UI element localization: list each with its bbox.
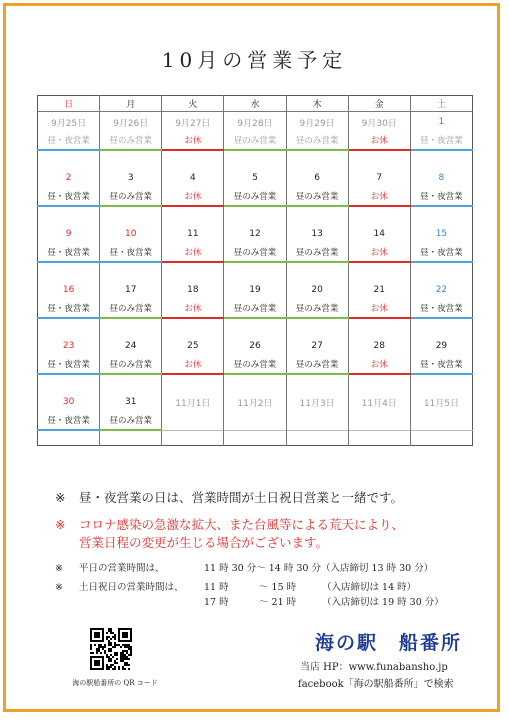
weekday-header-row	[38, 96, 473, 112]
spacer-cell	[224, 374, 286, 392]
spacer-row	[38, 262, 473, 280]
date-cell: 8	[410, 168, 472, 186]
spacer-cell	[100, 262, 162, 280]
date-cell: 11月5日	[410, 392, 472, 410]
status-cell: 昼・夜営業	[38, 298, 100, 318]
status-cell: お休	[348, 130, 410, 150]
spacer-cell	[162, 262, 224, 280]
status-row	[38, 242, 473, 262]
status-cell: 昼・夜営業	[410, 130, 472, 150]
status-cell: 昼のみ営業	[100, 186, 162, 206]
date-cell: 5	[224, 168, 286, 186]
status-row	[38, 354, 473, 374]
spacer-cell	[162, 318, 224, 336]
qr-code-icon[interactable]	[90, 628, 132, 670]
date-cell: 19	[224, 280, 286, 298]
status-cell	[286, 410, 348, 430]
date-cell: 9月28日	[224, 112, 286, 131]
homepage-link[interactable]: 当店 HP：www.funabansho.jp	[300, 662, 448, 673]
status-cell: 昼のみ営業	[224, 186, 286, 206]
holiday-close-2: ～ 21 時	[259, 597, 297, 608]
date-cell: 24	[100, 336, 162, 354]
date-cell: 11月4日	[348, 392, 410, 410]
status-cell: お休	[162, 242, 224, 262]
spacer-cell	[38, 262, 100, 280]
date-cell: 17	[100, 280, 162, 298]
status-cell: 昼のみ営業	[286, 242, 348, 262]
status-row	[38, 410, 473, 430]
date-row	[38, 224, 473, 242]
date-cell: 9月25日	[50, 118, 87, 129]
spacer-cell	[348, 150, 410, 168]
shop-logo: 海の駅 船番所	[315, 632, 463, 654]
status-cell	[348, 410, 410, 430]
spacer-cell	[100, 206, 162, 224]
weekday-label: 平日の営業時間は、	[79, 563, 165, 574]
date-cell: 11	[162, 224, 224, 242]
spacer-cell	[38, 430, 100, 446]
date-row	[38, 112, 473, 131]
status-cell: 昼のみ営業	[224, 298, 286, 318]
spacer-cell	[286, 150, 348, 168]
date-cell: 21	[348, 280, 410, 298]
date-cell: 23	[62, 341, 75, 351]
date-cell: 12	[224, 224, 286, 242]
note-text-line1: コロナ感染の急激な拡大、また台風等による荒天により、	[79, 517, 405, 532]
date-row	[38, 280, 473, 298]
status-cell: 昼のみ営業	[100, 298, 162, 318]
spacer-cell	[224, 206, 286, 224]
spacer-cell	[224, 318, 286, 336]
holiday-open-1: 11 時	[204, 582, 229, 593]
spacer-cell	[410, 206, 472, 224]
date-cell: 9月26日	[100, 112, 162, 131]
status-cell: 昼・夜営業	[38, 354, 100, 374]
date-cell: 30	[62, 397, 75, 407]
spacer-cell	[348, 374, 410, 392]
note-mark: ※	[55, 582, 63, 593]
status-cell: 昼のみ営業	[224, 354, 286, 374]
spacer-cell	[348, 318, 410, 336]
status-cell: 昼・夜営業	[38, 242, 100, 262]
status-cell: お休	[348, 354, 410, 374]
weekday-header: 木	[286, 96, 348, 112]
date-cell: 26	[224, 336, 286, 354]
status-cell: 昼のみ営業	[100, 130, 162, 150]
date-cell: 6	[286, 168, 348, 186]
status-cell: 昼のみ営業	[224, 242, 286, 262]
weekday-header: 月	[100, 96, 162, 112]
status-row	[38, 298, 473, 318]
spacer-cell	[224, 262, 286, 280]
date-cell: 31	[100, 392, 162, 410]
weekday-header: 日	[38, 96, 100, 112]
date-cell: 3	[100, 168, 162, 186]
date-cell: 25	[162, 336, 224, 354]
status-cell: 昼・夜営業	[38, 410, 100, 430]
date-cell: 9	[65, 229, 72, 239]
holiday-close-1: ～ 15 時	[259, 582, 297, 593]
date-cell: 7	[348, 168, 410, 186]
spacer-cell	[162, 206, 224, 224]
date-cell: 16	[62, 285, 75, 295]
date-cell: 9月29日	[286, 112, 348, 131]
status-cell: 昼のみ営業	[100, 410, 162, 430]
spacer-cell	[100, 150, 162, 168]
status-cell: お休	[162, 298, 224, 318]
spacer-row	[38, 374, 473, 392]
date-cell: 4	[162, 168, 224, 186]
status-cell: お休	[162, 130, 224, 150]
date-cell: 11月1日	[162, 392, 224, 410]
weekday-header: 火	[162, 96, 224, 112]
spacer-cell	[348, 262, 410, 280]
note-weekday-hours	[55, 560, 475, 574]
spacer-cell	[286, 262, 348, 280]
status-cell: お休	[348, 186, 410, 206]
spacer-cell	[100, 430, 162, 446]
qr-caption: 海の駅船番所の QR コード	[72, 679, 158, 687]
weekday-header: 金	[348, 96, 410, 112]
date-cell: 15	[410, 224, 472, 242]
status-cell	[410, 410, 472, 430]
date-cell: 27	[286, 336, 348, 354]
date-cell: 1	[410, 112, 472, 131]
weekday-header: 土	[410, 96, 472, 112]
spacer-cell	[348, 430, 410, 446]
status-cell: 昼のみ営業	[286, 354, 348, 374]
page-title: 10月の営業予定	[161, 48, 348, 72]
status-cell: 昼のみ営業	[224, 130, 286, 150]
status-row	[38, 130, 473, 150]
note-text-line2: 営業日程の変更が生じる場合がございます。	[79, 535, 329, 550]
spacer-cell	[38, 150, 100, 168]
spacer-cell	[100, 374, 162, 392]
holiday-label: 土日祝日の営業時間は、	[79, 582, 184, 593]
note-mark: ※	[55, 517, 66, 532]
date-cell: 22	[410, 280, 472, 298]
date-row	[38, 392, 473, 410]
holiday-last-entry-2: （入店締切は 19 時 30 分）	[322, 597, 444, 608]
spacer-cell	[38, 318, 100, 336]
spacer-cell	[100, 318, 162, 336]
date-cell: 20	[286, 280, 348, 298]
spacer-cell	[286, 318, 348, 336]
status-cell: 昼・夜営業	[410, 298, 472, 318]
status-cell: 昼のみ営業	[286, 186, 348, 206]
date-row	[38, 336, 473, 354]
spacer-cell	[38, 374, 100, 392]
spacer-cell	[410, 374, 472, 392]
spacer-cell	[410, 318, 472, 336]
status-cell	[162, 410, 224, 430]
status-cell: 昼のみ営業	[286, 298, 348, 318]
spacer-cell	[286, 206, 348, 224]
date-cell: 29	[410, 336, 472, 354]
spacer-cell	[224, 430, 286, 446]
note-holiday-hours	[55, 580, 475, 610]
spacer-cell	[162, 150, 224, 168]
spacer-row	[38, 430, 473, 446]
status-cell: お休	[348, 298, 410, 318]
spacer-cell	[410, 430, 472, 446]
date-cell: 28	[348, 336, 410, 354]
calendar-table	[37, 95, 473, 446]
holiday-last-entry-1: （入店締切は 14 時）	[322, 582, 417, 593]
spacer-row	[38, 318, 473, 336]
status-cell: 昼・夜営業	[100, 242, 162, 262]
date-cell: 9月30日	[348, 112, 410, 131]
status-row	[38, 186, 473, 206]
status-cell: 昼・夜営業	[38, 186, 100, 206]
date-row	[38, 168, 473, 186]
spacer-cell	[410, 150, 472, 168]
spacer-row	[38, 150, 473, 168]
status-cell: 昼のみ営業	[286, 130, 348, 150]
date-cell: 2	[65, 173, 72, 183]
spacer-cell	[38, 206, 100, 224]
spacer-cell	[162, 374, 224, 392]
facebook-search-text: facebook「海の駅船番所」で検索	[298, 679, 454, 690]
date-cell: 10	[100, 224, 162, 242]
note-schedule-change	[55, 516, 475, 552]
status-cell	[224, 410, 286, 430]
date-cell: 9月27日	[162, 112, 224, 131]
spacer-cell	[286, 374, 348, 392]
status-cell: 昼・夜営業	[410, 242, 472, 262]
status-cell: 昼のみ営業	[100, 354, 162, 374]
status-cell: 昼・夜営業	[38, 130, 100, 150]
weekday-header: 水	[224, 96, 286, 112]
status-cell: 昼・夜営業	[410, 354, 472, 374]
note-mark: ※	[55, 490, 66, 505]
weekday-hours: 11 時 30 分～ 14 時 30 分（入店締切 13 時 30 分）	[204, 563, 434, 574]
spacer-cell	[224, 150, 286, 168]
spacer-cell	[286, 430, 348, 446]
holiday-open-2: 17 時	[204, 597, 229, 608]
spacer-cell	[410, 262, 472, 280]
spacer-row	[38, 206, 473, 224]
note-hours-same	[55, 488, 475, 506]
status-cell: お休	[162, 186, 224, 206]
status-cell: お休	[162, 354, 224, 374]
date-cell: 11月2日	[224, 392, 286, 410]
note-mark: ※	[55, 563, 63, 574]
date-cell: 13	[286, 224, 348, 242]
spacer-cell	[348, 206, 410, 224]
status-cell: お休	[348, 242, 410, 262]
spacer-cell	[162, 430, 224, 446]
status-cell: 昼・夜営業	[410, 186, 472, 206]
date-cell: 14	[348, 224, 410, 242]
note-text: 昼・夜営業の日は、営業時間が土日祝日営業と一緒です。	[79, 490, 404, 505]
date-cell: 11月3日	[286, 392, 348, 410]
date-cell: 18	[162, 280, 224, 298]
